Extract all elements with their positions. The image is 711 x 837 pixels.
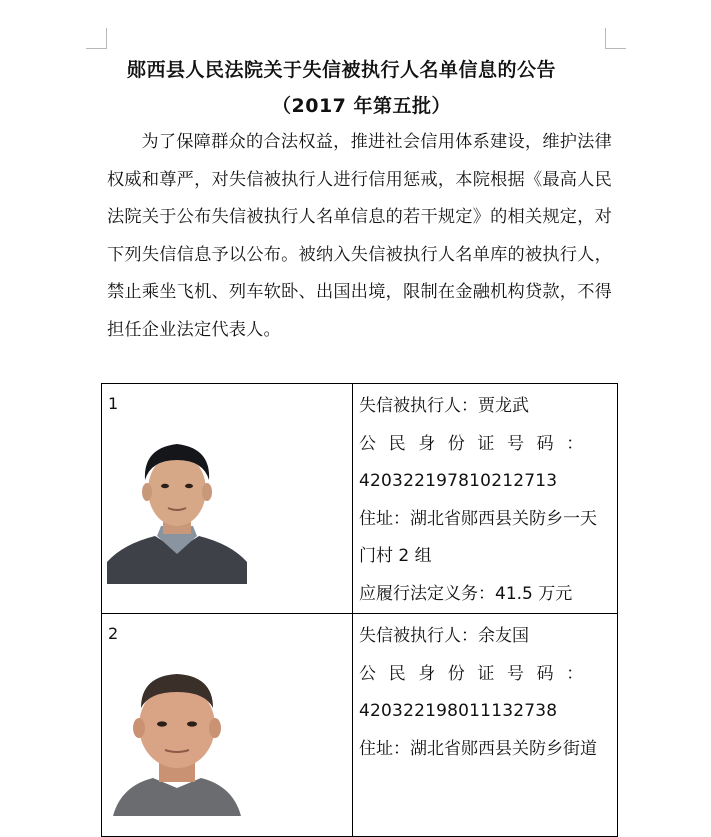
document-title: 郧西县人民法院关于失信被执行人名单信息的公告 (126, 59, 556, 81)
entry-number: 2 (108, 624, 119, 643)
id-number: 420322197810212713 (359, 471, 558, 491)
id-label: 公民身份证号码： (359, 663, 596, 684)
document-subtitle: （2017 年第五批） (272, 95, 451, 117)
table-row (102, 384, 618, 614)
table-row (102, 614, 618, 837)
defaulter-name: 失信被执行人：余友国 (359, 626, 529, 646)
entry-number: 1 (108, 394, 119, 413)
photo-cell (102, 384, 353, 614)
id-number: 420322198011132738 (359, 701, 558, 721)
person-photo (107, 426, 247, 584)
address: 住址：湖北省郧西县关防乡一天门村 2 组 (359, 508, 597, 566)
id-label: 公民身份证号码： (359, 433, 596, 454)
defaulter-name: 失信被执行人：贾龙武 (359, 396, 529, 416)
person-photo (107, 656, 247, 816)
defaulter-table (101, 383, 618, 837)
info-cell (353, 384, 618, 614)
crop-mark-top-right (605, 28, 626, 49)
intro-paragraph: 为了保障群众的合法权益，推进社会信用体系建设，维护法律权威和尊严，对失信被执行人进行信用惩戒，本院根据《最高人民法院关于公布失信被执行人名单信息的若干规定》的相关规定，对下列失信信息予以公布。被纳入失信被执行人名单库的被执行人，禁止乘坐飞机、列车软卧、出国出境，限制在金融机构贷款，不得担任企业法定代表人。 (107, 132, 612, 340)
address: 住址：湖北省郧西县关防乡街道 (359, 738, 597, 759)
obligation-amount: 应履行法定义务：41.5 万元 (359, 583, 573, 604)
info-cell (353, 614, 618, 837)
photo-cell (102, 614, 353, 837)
crop-mark-top-left (86, 28, 107, 49)
